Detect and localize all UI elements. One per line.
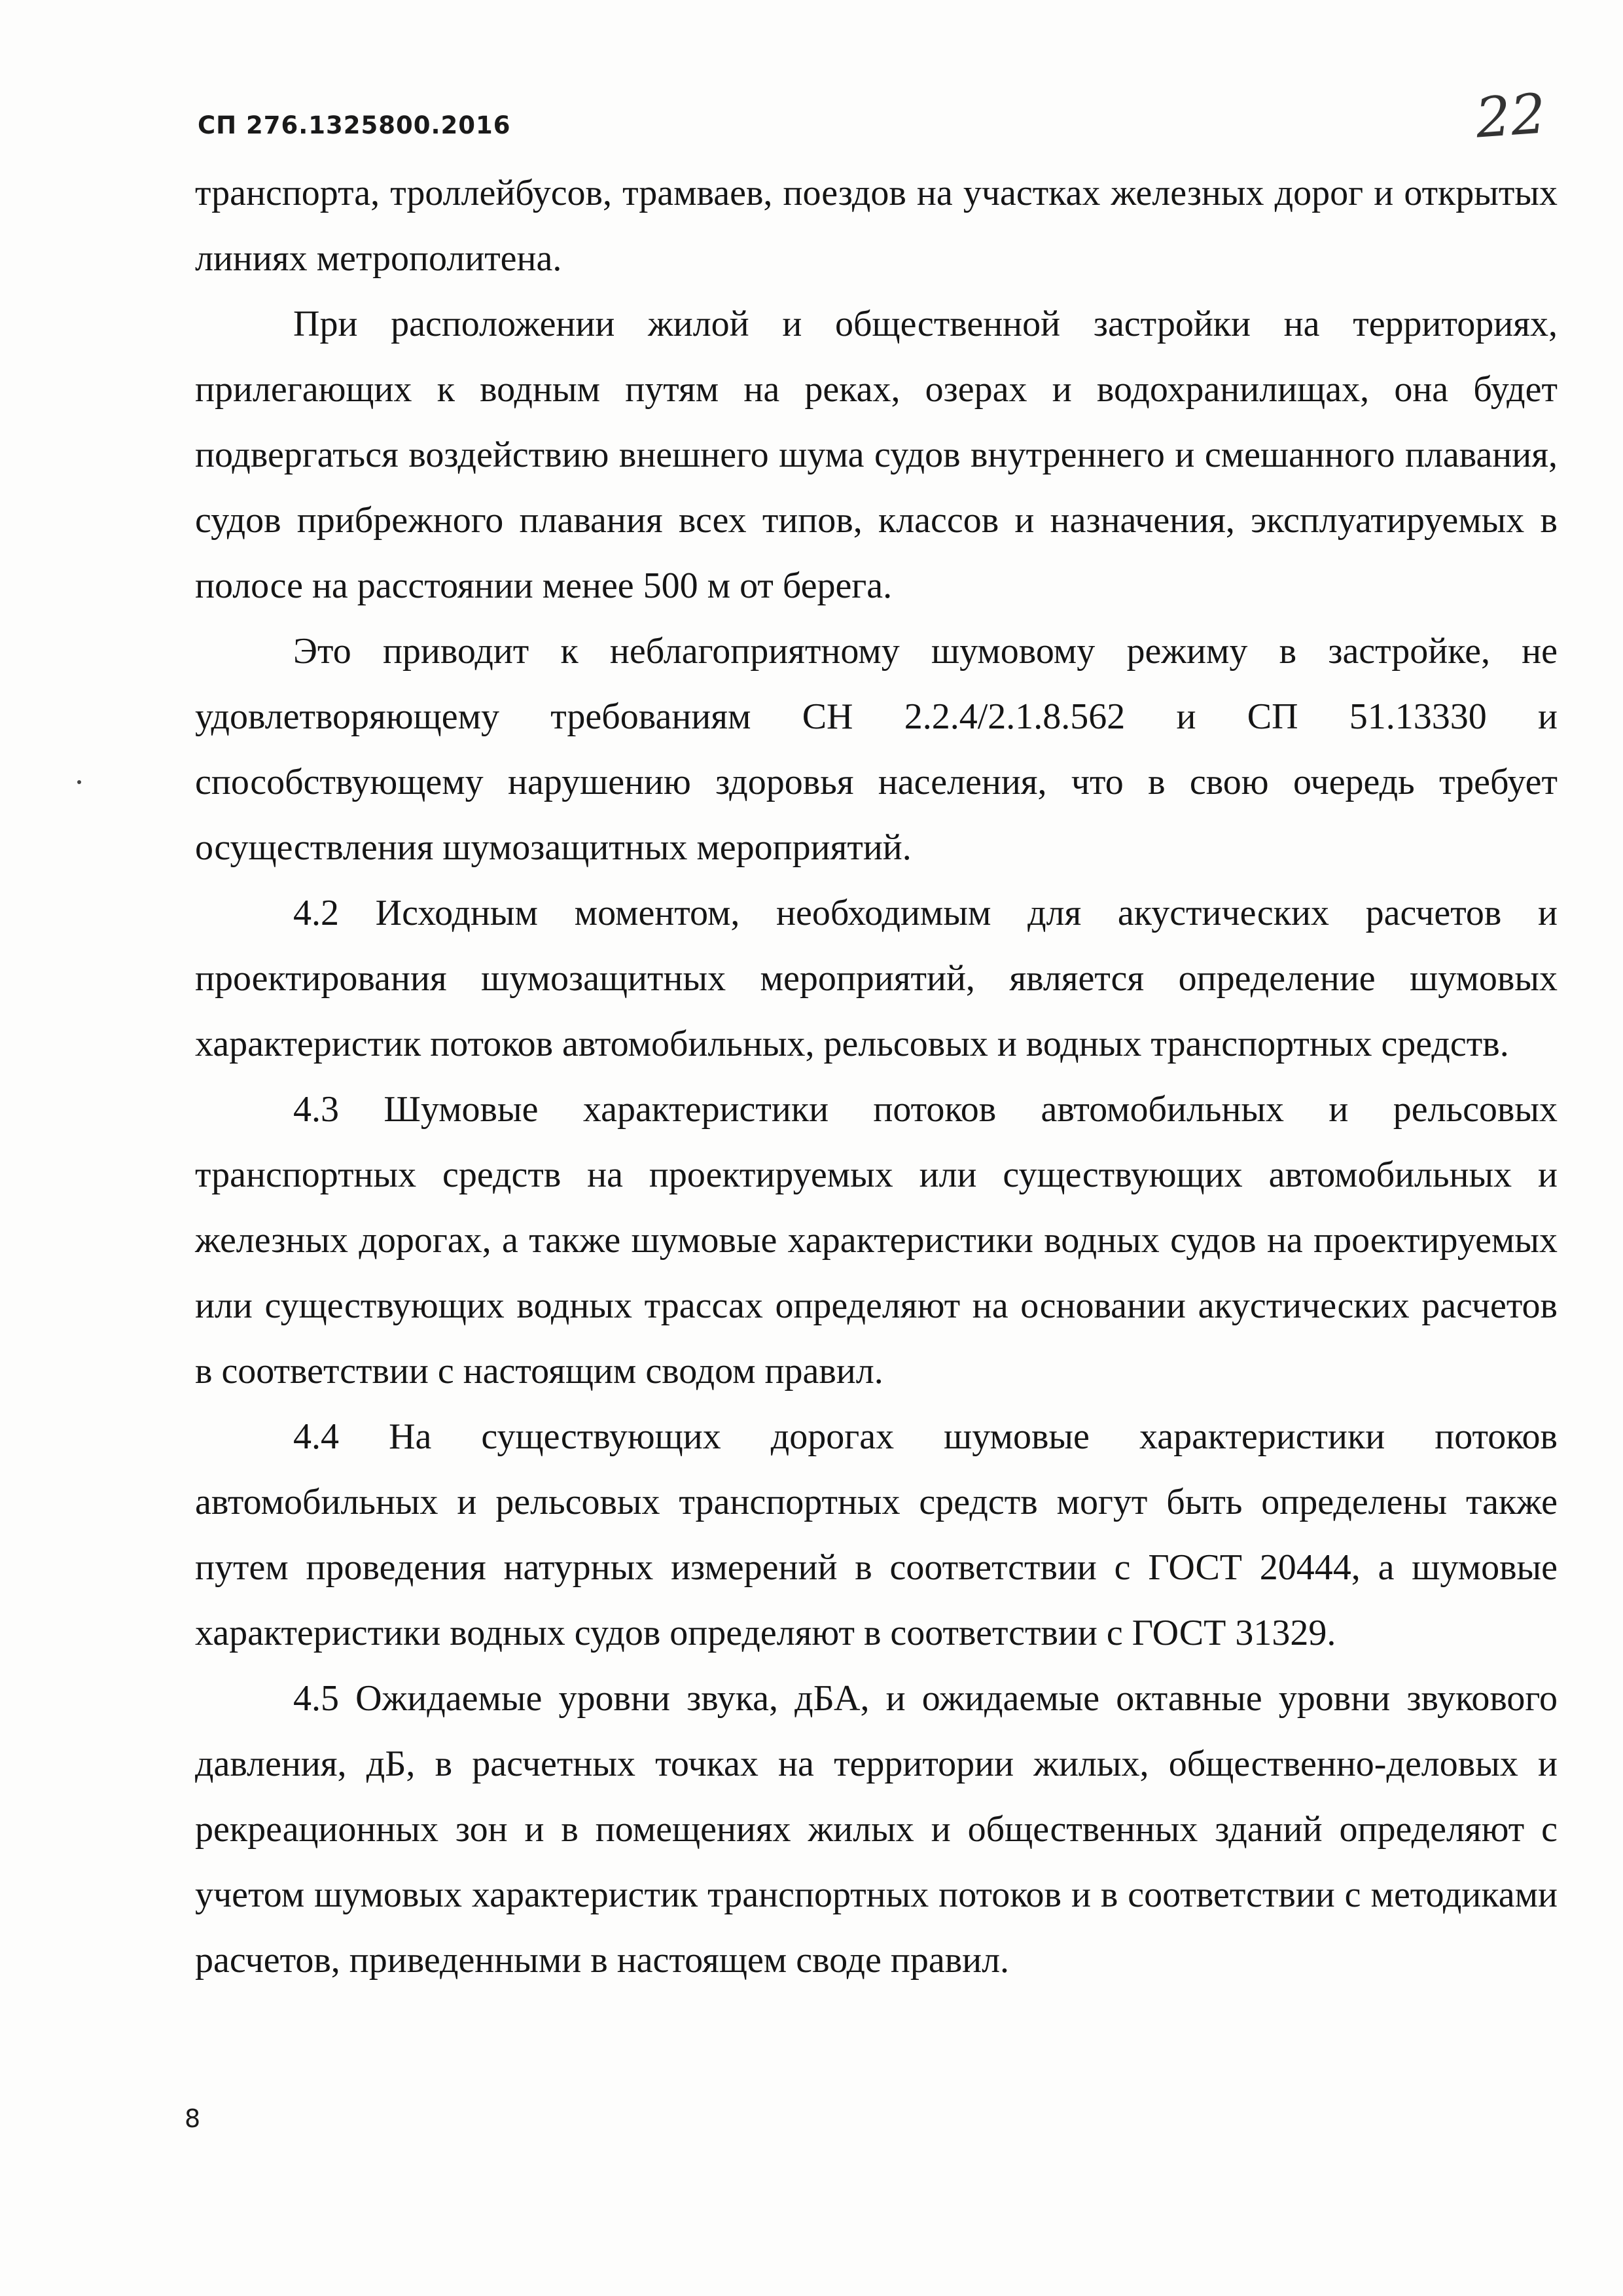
page-number: 8 (185, 2104, 201, 2133)
paragraph-continuation: транспорта, троллейбусов, трамваев, поездов на участках железных дорог и открытых линиях метрополитена. (195, 173, 1558, 279)
scan-speck (77, 780, 81, 784)
document-body (195, 160, 1558, 1993)
paragraph-4-5: 4.5 Ожидаемые уровни звука, дБА, и ожидаемые октавные уровни звукового давления, дБ, в расчетных точках на территории жилых, общественно-деловых и рекреационных зон и в помещениях жилых и общественных зданий определяют с учетом шумовых характеристик транспортных потоков и в соответствии с методиками расчетов, приведенными в настоящем своде правил. (195, 1678, 1558, 1981)
paragraph-4-4: 4.4 На существующих дорогах шумовые характеристики потоков автомобильных и рельсовых транспортных средств могут быть определены также путем проведения натурных измерений в соответствии с ГОСТ 20444, а шумовые характеристики водных судов определяют в соответствии с ГОСТ 31329. (195, 1416, 1558, 1653)
handwritten-page-number: 22 (1473, 81, 1548, 151)
paragraph-waterways: При расположении жилой и общественной застройки на территориях, прилегающих к водным путям на реках, озерах и водохранилищах, она будет подвергаться воздействию внешнего шума судов внутреннего и смешанного плавания, судов прибрежного плавания всех типов, классов и назначения, эксплуатируемых в полосе на расстоянии менее 500 м от берега. (195, 304, 1558, 606)
paragraph-4-3: 4.3 Шумовые характеристики потоков автомобильных и рельсовых транспортных средств на проектируемых или существующих автомобильных и железных дорогах, а также шумовые характеристики водных судов на проектируемых или существующих водных трассах определяют на основании акустических расчетов в соответствии с настоящим сводом правил. (195, 1089, 1558, 1391)
paragraph-noise-regime: Это приводит к неблагоприятному шумовому режиму в застройке, не удовлетворяющему требованиям СН 2.2.4/2.1.8.562 и СП 51.13330 и способствующему нарушению здоровья населения, что в свою очередь требует осуществления шумозащитных мероприятий. (195, 631, 1558, 868)
paragraph-4-2: 4.2 Исходным моментом, необходимым для акустических расчетов и проектирования шумозащитных мероприятий, является определение шумовых характеристик потоков автомобильных, рельсовых и водных транспортных средств. (195, 893, 1558, 1064)
document-code-header: СП 276.1325800.2016 (198, 111, 511, 139)
